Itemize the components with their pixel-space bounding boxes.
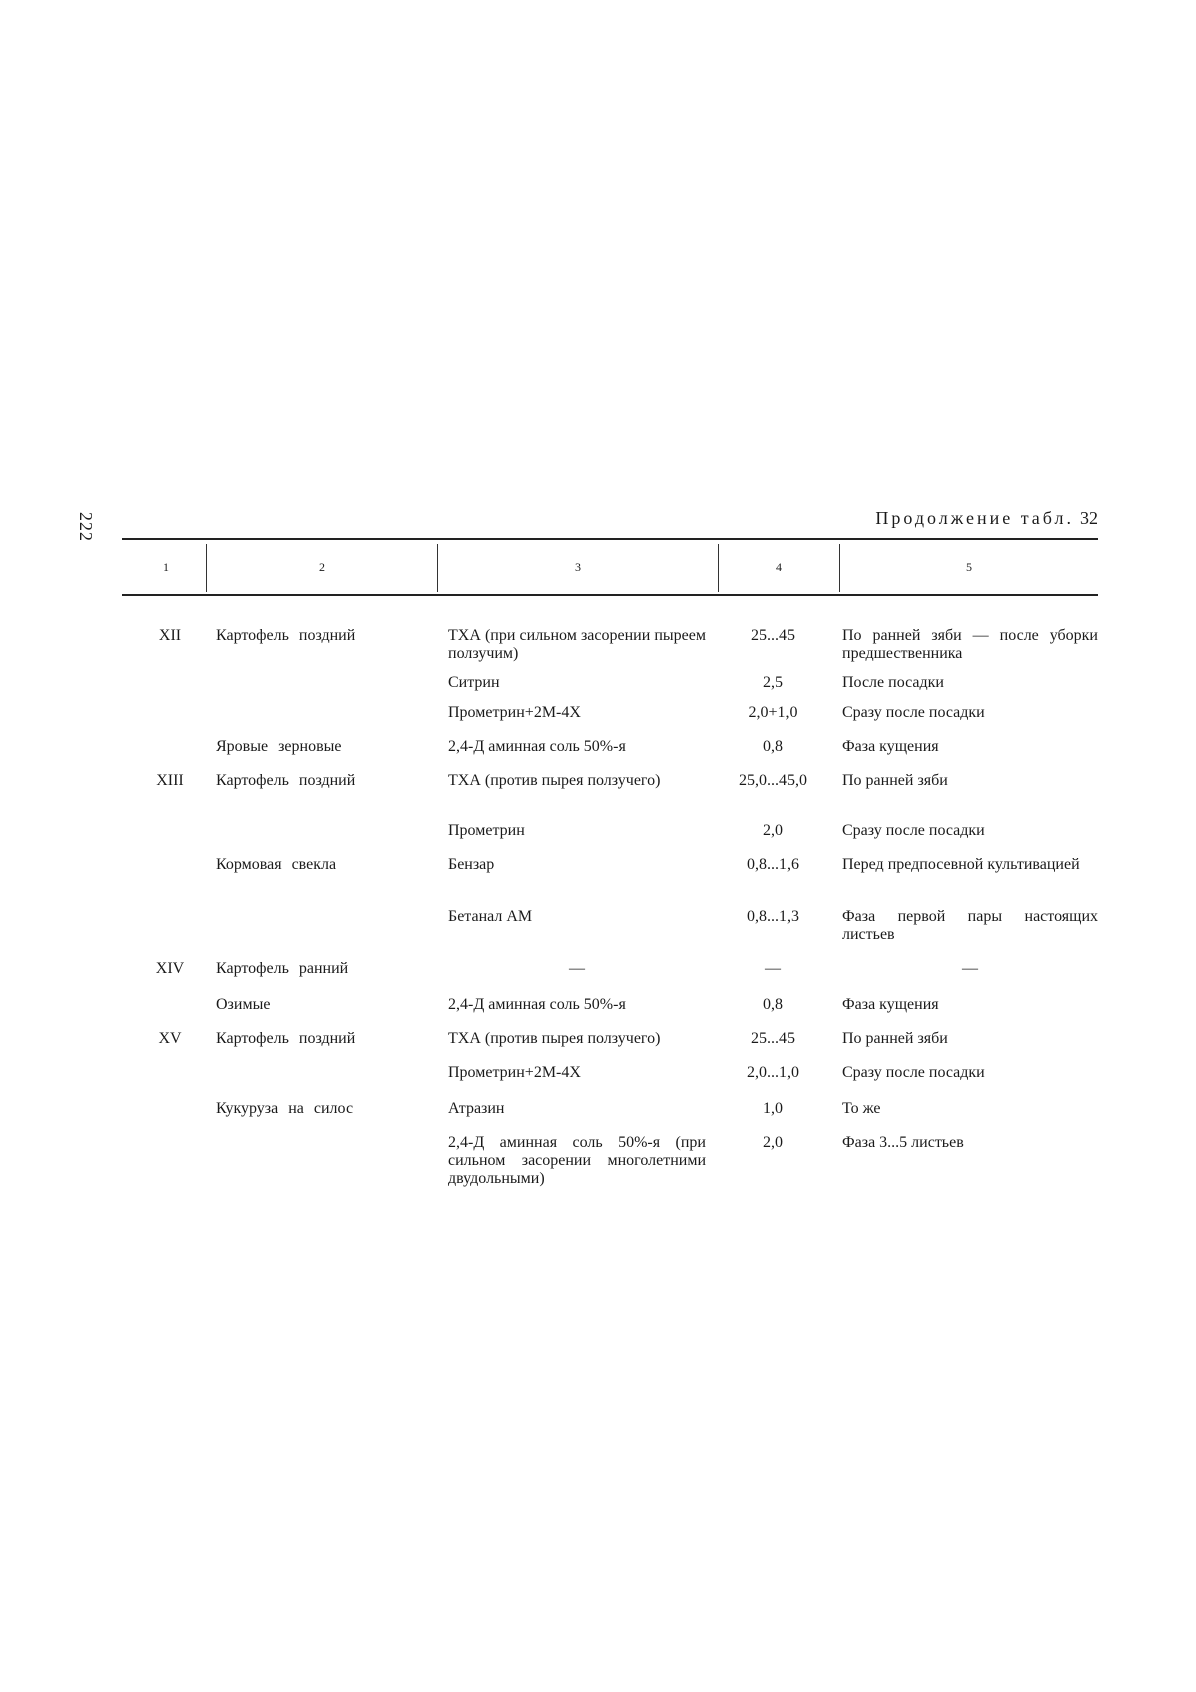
herbicide-cell: ТХА (против пырея ползучего)	[448, 772, 661, 789]
empty-dash: —	[569, 960, 585, 977]
dose-cell: 2,0+1,0	[748, 704, 798, 721]
zone-cell: XII	[158, 627, 182, 644]
crop-cell: Кормовая свекла	[216, 856, 337, 873]
herbicide-cell	[448, 960, 706, 978]
timing-cell: По ранней зяби	[842, 1030, 948, 1047]
dose-cell: 0,8	[763, 996, 783, 1013]
continuation-label: Продолжение табл.	[875, 508, 1074, 528]
table-top-rule	[122, 538, 1098, 540]
dose-cell: 0,8	[763, 738, 783, 755]
crop-cell: Картофель поздний	[216, 627, 356, 644]
timing-cell: То же	[842, 1100, 881, 1117]
dose-cell: 2,0...1,0	[747, 1064, 799, 1081]
timing-cell: Фаза первой пары настоящих листьев	[842, 908, 1098, 943]
timing-cell: Сразу после посадки	[842, 704, 985, 721]
header-col-3: 3	[575, 560, 581, 574]
herbicide-cell: Бетанал АМ	[448, 908, 533, 925]
crop-cell: Картофель поздний	[216, 772, 356, 789]
zone-cell: XV	[158, 1030, 182, 1047]
dose-cell: 2,0	[763, 822, 783, 839]
zone-cell: XIII	[156, 772, 184, 789]
herbicide-cell: ТХА (против пырея ползучего)	[448, 1030, 661, 1047]
dose-cell: 25,0...45,0	[739, 772, 807, 789]
timing-cell: Сразу после посадки	[842, 822, 985, 839]
zone-cell: XIV	[155, 960, 185, 977]
header-col-2: 2	[319, 560, 325, 574]
herbicide-cell: Бензар	[448, 856, 495, 873]
timing-cell: По ранней зяби — после уборки предшественника	[842, 627, 1098, 662]
crop-cell: Кукуруза на силос	[216, 1100, 354, 1117]
herbicide-cell: Ситрин	[448, 674, 500, 691]
dose-cell: —	[765, 960, 781, 977]
dose-cell: 1,0	[763, 1100, 783, 1117]
header-col-5: 5	[966, 560, 972, 574]
timing-cell: Фаза кущения	[842, 996, 939, 1013]
timing-cell: Фаза кущения	[842, 738, 939, 755]
crop-cell: Яровые зерновые	[216, 738, 342, 755]
crop-cell: Картофель поздний	[216, 1030, 356, 1047]
herbicide-cell: Прометрин	[448, 822, 525, 839]
herbicide-cell: Прометрин+2М-4Х	[448, 704, 581, 721]
header-col-4: 4	[776, 560, 782, 574]
herbicide-cell: 2,4-Д аминная соль 50%-я (при сильном засорении многолетними двудольными)	[448, 1134, 706, 1187]
herbicide-cell: 2,4-Д аминная соль 50%-я	[448, 738, 626, 755]
header-divider	[206, 544, 207, 592]
timing-cell	[842, 960, 1098, 978]
table-header-bottom-rule	[122, 594, 1098, 596]
dose-cell: 2,5	[763, 674, 783, 691]
dose-cell: 2,0	[763, 1134, 783, 1151]
herbicide-cell: Атразин	[448, 1100, 505, 1117]
timing-cell: Сразу после посадки	[842, 1064, 985, 1081]
herbicide-cell: 2,4-Д аминная соль 50%-я	[448, 996, 626, 1013]
page-number: 222	[76, 512, 96, 542]
dose-cell: 25...45	[751, 1030, 795, 1047]
herbicide-cell: Прометрин+2М-4Х	[448, 1064, 581, 1081]
dose-cell: 25...45	[751, 627, 795, 644]
timing-cell: По ранней зяби	[842, 772, 948, 789]
header-divider	[718, 544, 719, 592]
dose-cell: 0,8...1,3	[747, 908, 799, 925]
herbicide-cell: ТХА (при сильном засорении пыреем ползучим)	[448, 627, 706, 662]
dose-cell: 0,8...1,6	[747, 856, 799, 873]
header-col-1: 1	[163, 560, 169, 574]
timing-cell: Перед предпосевной культивацией	[842, 856, 1080, 873]
table-continuation-caption	[875, 508, 1098, 529]
crop-cell: Картофель ранний	[216, 960, 349, 977]
crop-cell: Озимые	[216, 996, 271, 1013]
timing-cell: Фаза 3...5 листьев	[842, 1134, 964, 1151]
table-number: 32	[1080, 508, 1098, 528]
timing-cell: После посадки	[842, 674, 944, 691]
empty-dash: —	[962, 960, 978, 977]
